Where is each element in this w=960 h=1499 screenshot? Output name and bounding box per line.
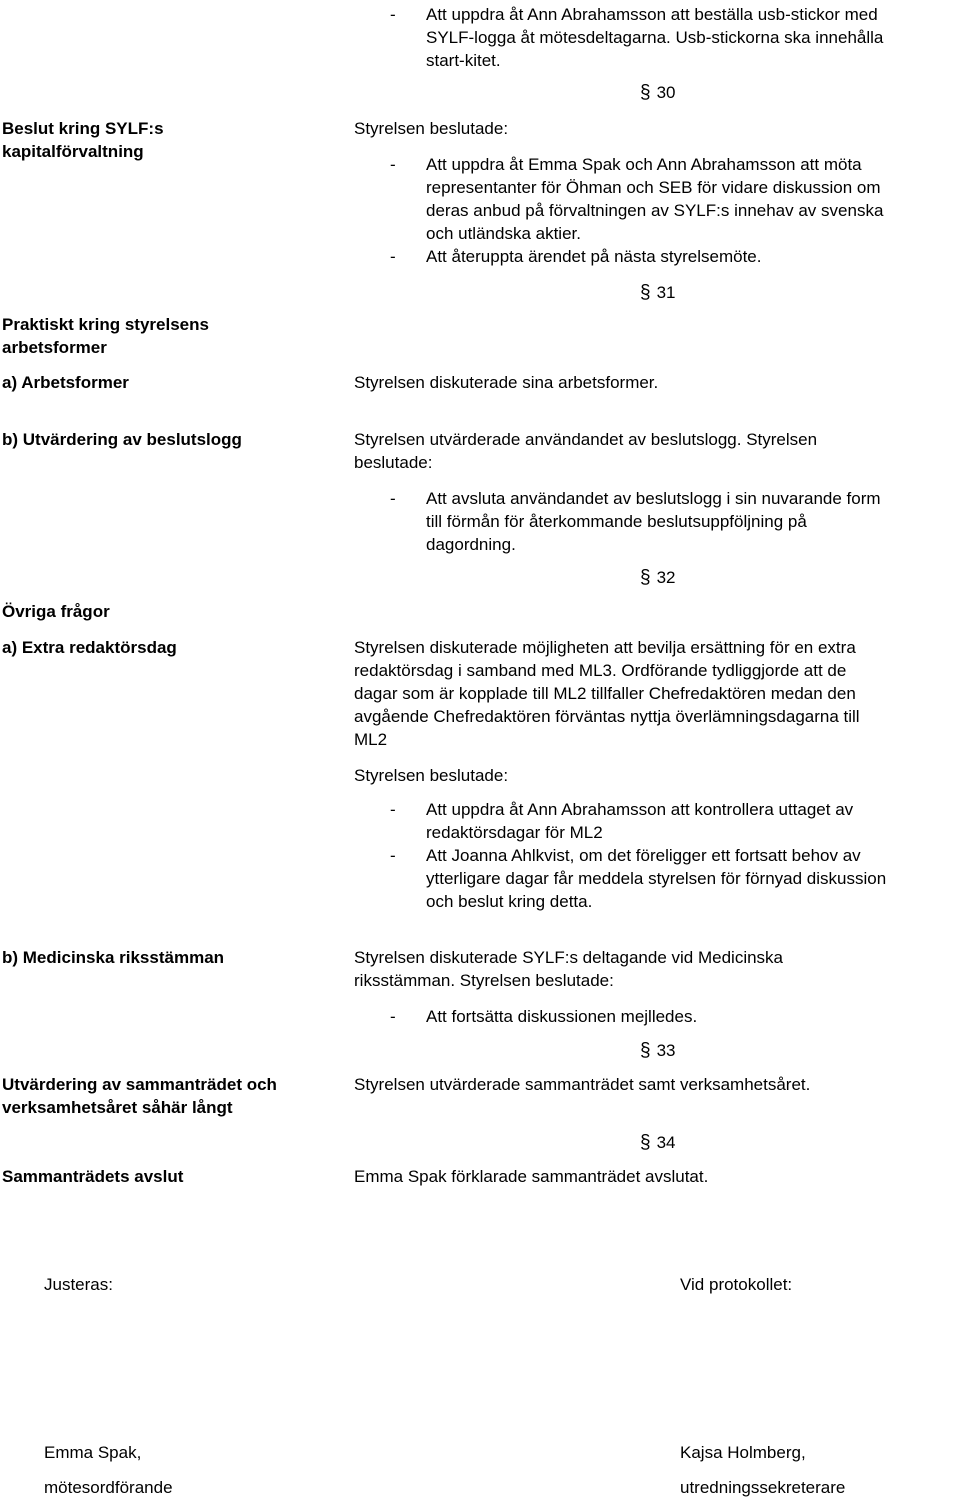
s32-b-text-line-2: riksstämman. Styrelsen beslutade:: [354, 971, 614, 990]
s31-b-bullet-line-3: dagordning.: [426, 535, 516, 554]
s33-text: Styrelsen utvärderade sammanträdet samt verksamhetsåret.: [354, 1075, 811, 1094]
s32-a-bullet2-line-1: Att Joanna Ahlkvist, om det föreligger ett fortsatt behov av: [426, 846, 861, 865]
s32-a-text-line-5: ML2: [354, 730, 388, 749]
s30-bullet2: Att återuppta ärendet på nästa styrelsemöte.: [426, 247, 762, 266]
s30-bullet1-line-1: Att uppdra åt Emma Spak och Ann Abrahamsson att möta: [426, 155, 862, 174]
subheading-b-beslutslogg: b) Utvärdering av beslutslogg: [2, 430, 242, 449]
bullet-dash: -: [390, 5, 396, 24]
s30-bullet1-line-2: representanter för Öhman och SEB för vidare diskussion om: [426, 178, 881, 197]
s31-b-text-line-1: Styrelsen utvärderade användandet av beslutslogg. Styrelsen: [354, 430, 818, 449]
subheading-a-arbetsformer: a) Arbetsformer: [2, 373, 129, 392]
signature-left-role: mötesordförande: [44, 1478, 173, 1497]
signature-left-label: Justeras:: [44, 1275, 113, 1294]
section-number-34: § 34: [640, 1132, 676, 1153]
s34-text: Emma Spak förklarade sammanträdet avslutat.: [354, 1167, 709, 1186]
top-bullet-line-2: SYLF-logga åt mötesdeltagarna. Usb-stickorna ska innehålla: [426, 28, 884, 47]
bullet-dash: -: [390, 155, 396, 174]
s32-a-text-line-2: redaktörsdag i samband med ML3. Ordförande tydliggjorde att de: [354, 661, 847, 680]
heading-arbetsformer-line-2: arbetsformer: [2, 338, 107, 357]
s32-a-text-line-1: Styrelsen diskuterade möjligheten att bevilja ersättning för en extra: [354, 638, 856, 657]
section-symbol: §: [640, 1132, 651, 1153]
s32-a-text-line-3: dagar som är kopplade till ML2 tillfaller Chefredaktören medan den: [354, 684, 856, 703]
s32-a-decided: Styrelsen beslutade:: [354, 766, 509, 785]
s31-a-text: Styrelsen diskuterade sina arbetsformer.: [354, 373, 659, 392]
section-number-30: § 30: [640, 82, 676, 103]
s32-a-bullet2-line-2: ytterligare dagar får meddela styrelsen för förnyad diskussion: [426, 869, 887, 888]
section-symbol: §: [640, 282, 651, 303]
bullet-dash: -: [390, 489, 396, 508]
signature-right-role: utredningssekreterare: [680, 1478, 846, 1497]
section-number-31: § 31: [640, 282, 676, 303]
s32-b-text-line-1: Styrelsen diskuterade SYLF:s deltagande vid Medicinska: [354, 948, 784, 967]
heading-utvardering-line-1: Utvärdering av sammanträdet och: [2, 1075, 277, 1094]
signature-right-name: Kajsa Holmberg,: [680, 1443, 806, 1462]
heading-kapitalforvaltning-line-1: Beslut kring SYLF:s: [2, 119, 164, 138]
s30-bullet1-line-3: deras anbud på förvaltningen av SYLF:s innehav av svenska: [426, 201, 884, 220]
section-symbol: §: [640, 1040, 651, 1061]
signature-right-label: Vid protokollet:: [680, 1275, 793, 1294]
heading-arbetsformer-line-1: Praktiskt kring styrelsens: [2, 315, 209, 334]
subheading-a-extra-redaktorsdag: a) Extra redaktörsdag: [2, 638, 177, 657]
s32-b-bullet: Att fortsätta diskussionen mejlledes.: [426, 1007, 698, 1026]
s32-a-text-line-4: avgående Chefredaktören förväntas nyttja överlämningsdagarna till: [354, 707, 860, 726]
s32-a-bullet1-line-2: redaktörsdagar för ML2: [426, 823, 603, 842]
section-number-32: § 32: [640, 567, 676, 588]
s31-b-bullet-line-1: Att avsluta användandet av beslutslogg i sin nuvarande form: [426, 489, 881, 508]
top-bullet-line-1: Att uppdra åt Ann Abrahamsson att beställa usb-stickor med: [426, 5, 878, 24]
s30-bullet1-line-4: och utländska aktier.: [426, 224, 581, 243]
bullet-dash: -: [390, 1007, 396, 1026]
bullet-dash: -: [390, 247, 396, 266]
decision-intro-30: Styrelsen beslutade:: [354, 119, 509, 138]
subheading-b-medicinska-riksstamman: b) Medicinska riksstämman: [2, 948, 225, 967]
heading-utvardering-line-2: verksamhetsåret såhär långt: [2, 1098, 233, 1117]
s31-b-text-line-2: beslutade:: [354, 453, 433, 472]
signature-left-name: Emma Spak,: [44, 1443, 142, 1462]
top-bullet-line-3: start-kitet.: [426, 51, 501, 70]
s32-a-bullet2-line-3: och beslut kring detta.: [426, 892, 593, 911]
section-symbol: §: [640, 82, 651, 103]
s32-a-bullet1-line-1: Att uppdra åt Ann Abrahamsson att kontrollera uttaget av: [426, 800, 854, 819]
s31-b-bullet-line-2: till förmån för återkommande beslutsuppföljning på: [426, 512, 807, 531]
heading-kapitalforvaltning-line-2: kapitalförvaltning: [2, 142, 144, 161]
section-symbol: §: [640, 567, 651, 588]
section-number-33: § 33: [640, 1040, 676, 1061]
heading-ovriga-fragor: Övriga frågor: [2, 602, 110, 621]
bullet-dash: -: [390, 800, 396, 819]
heading-sammantradets-avslut: Sammanträdets avslut: [2, 1167, 184, 1186]
bullet-dash: -: [390, 846, 396, 865]
